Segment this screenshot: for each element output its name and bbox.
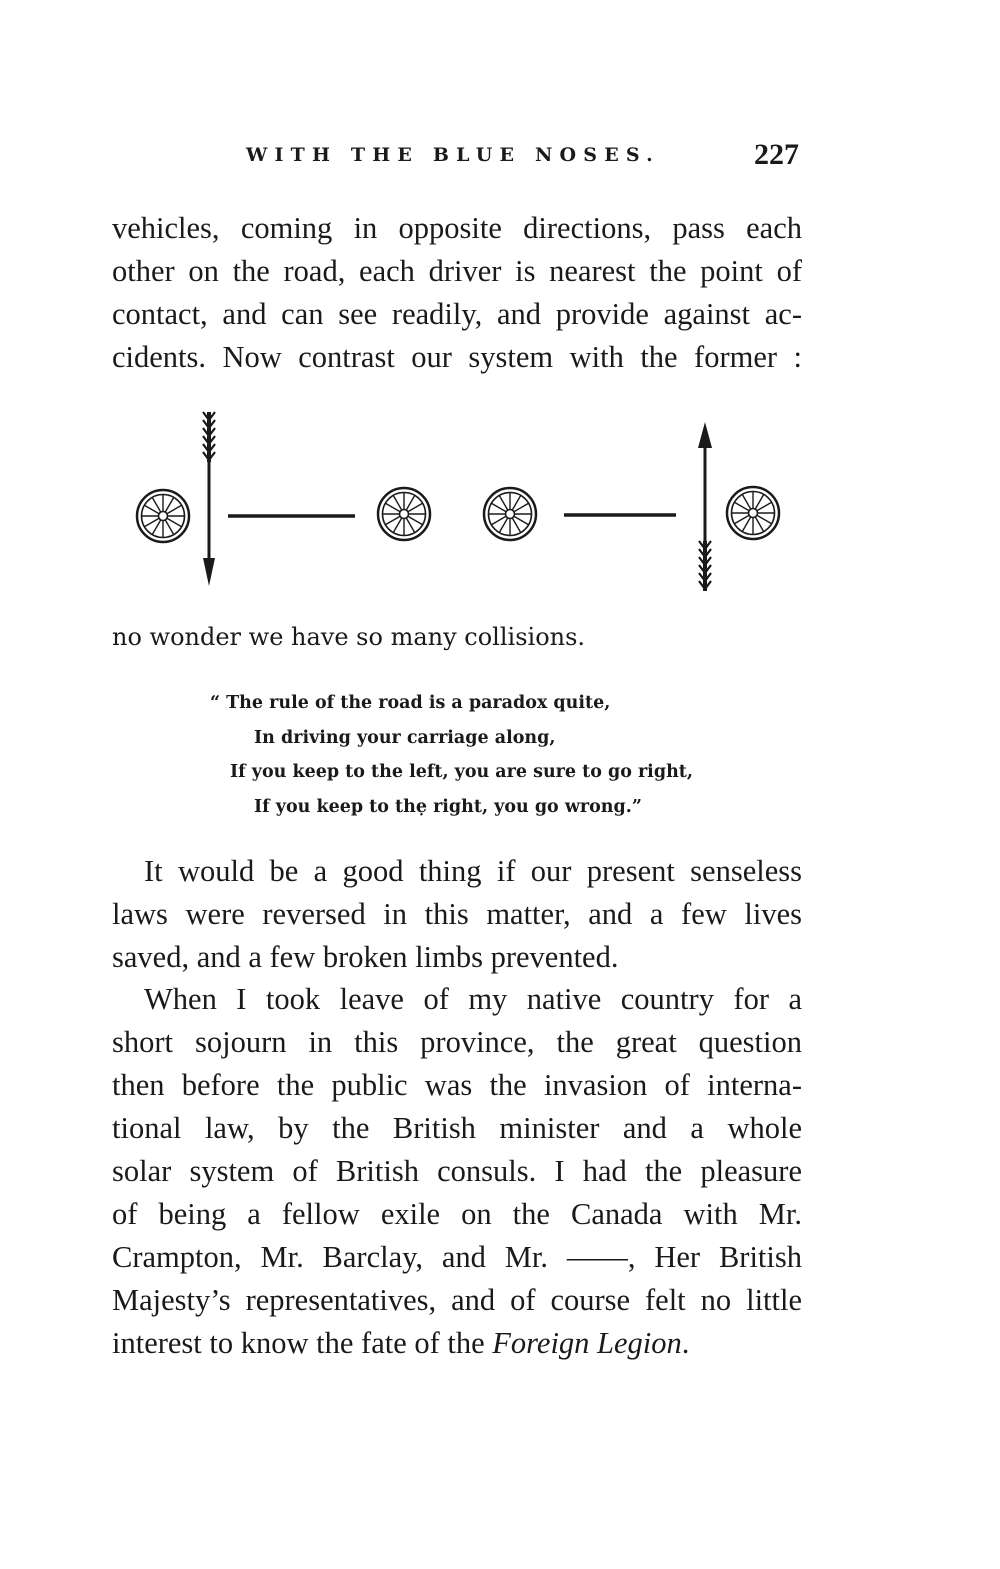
text-line: no wonder we have so many collisions.: [112, 623, 586, 651]
text-line: vehicles, coming in opposite directions, pass each: [112, 211, 802, 245]
arrow-up-icon: [698, 422, 712, 591]
text-line: of being a fellow exile on the Canada with Mr.: [112, 1197, 802, 1231]
text-line: tional law, by the British minister and a whole: [112, 1111, 802, 1145]
page-header: [0, 140, 1000, 180]
paragraph-2: [112, 616, 802, 659]
wheel-icon: [727, 487, 779, 539]
paragraph-4: [112, 978, 802, 1365]
text-fragment: .: [681, 1326, 690, 1360]
text-line: contact, and can see readily, and provide against ac-: [112, 297, 802, 331]
text-fragment: interest to know the fate of the: [112, 1326, 493, 1360]
text-line: It would be a good thing if our present senseless: [144, 854, 802, 888]
text-line: cidents. Now contrast our system with the former :: [112, 340, 802, 374]
road-diagram: [120, 400, 800, 600]
paragraph-3: [112, 850, 802, 979]
wheel-icon: [484, 488, 536, 540]
arrow-down-icon: [203, 412, 215, 586]
poem-line: If you keep to thẹ right, you go wrong.”: [254, 796, 642, 817]
text-line: laws were reversed in this matter, and a few lives: [112, 897, 802, 931]
paragraph-1: [112, 207, 802, 379]
text-line: Crampton, Mr. Barclay, and Mr. ——, Her British: [112, 1240, 802, 1274]
page-number: 227: [754, 138, 799, 171]
text-line: short sojourn in this province, the great question: [112, 1025, 802, 1059]
text-line: Majesty’s representatives, and of course felt no little: [112, 1283, 802, 1317]
wheel-icon: [378, 488, 430, 540]
text-line: other on the road, each driver is nearest the point of: [112, 254, 802, 288]
poem-line: “ The rule of the road is a paradox quite,: [210, 693, 611, 713]
running-title: WITH THE BLUE NOSES.: [246, 144, 660, 166]
poem-line: In driving your carriage along,: [254, 727, 556, 748]
poem-quotation: [210, 686, 693, 824]
text-line: then before the public was the invasion of interna-: [112, 1068, 802, 1102]
poem-line: If you keep to the left, you are sure to go right,: [230, 762, 693, 782]
text-line: solar system of British consuls. I had the pleasure: [112, 1154, 802, 1188]
italic-title: Foreign Legion: [492, 1326, 682, 1360]
text-line-final: [112, 1322, 802, 1365]
road-diagram-figure: [120, 400, 800, 600]
text-line: saved, and a few broken limbs prevented.: [112, 940, 619, 974]
wheel-icon: [137, 490, 189, 542]
text-line: When I took leave of my native country for a: [144, 982, 802, 1016]
